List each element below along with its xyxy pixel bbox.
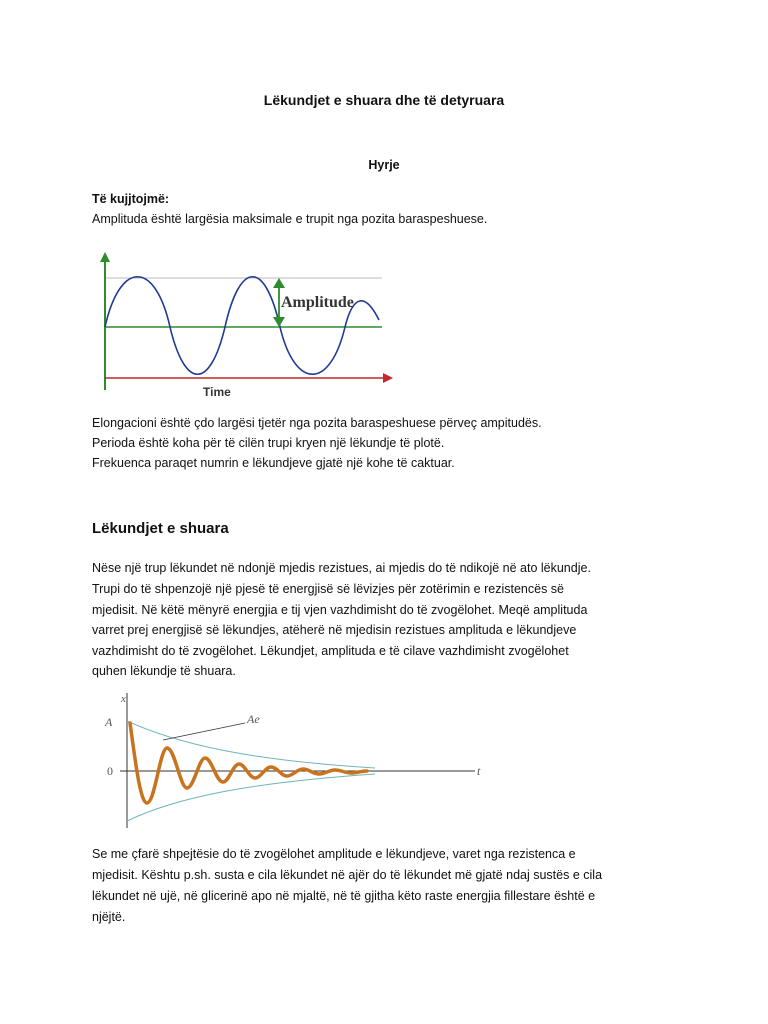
time-axis-arrowhead bbox=[383, 373, 393, 383]
envelope-label: Ae bbox=[247, 712, 260, 726]
intro-heading: Hyrje bbox=[368, 158, 400, 172]
amplitude-figure bbox=[95, 250, 395, 400]
section-line-3: mjedisit. Në këtë mënyrë energjia e tij vjen vazhdimisht do të zvogëlohet. Meqë amplituda bbox=[92, 603, 588, 617]
closing-line-2: mjedisit. Kështu p.sh. susta e cila lëkundet në ajër do të lëkundet më gjatë ndaj sustës e cila bbox=[92, 868, 603, 882]
amplitude-arrow-top bbox=[273, 278, 285, 288]
sine-wave bbox=[105, 277, 379, 375]
y-axis-arrowhead bbox=[100, 252, 110, 262]
amplitude-tick: A bbox=[105, 715, 113, 729]
lower-envelope bbox=[127, 774, 375, 821]
closing-line-3: lëkundet në ujë, në glicerinë apo në mjaltë, në të gjitha këto raste energjia fillestare është e bbox=[92, 889, 596, 903]
section-line-5: vazhdimisht do të zvogëlohet. Lëkundjet, amplituda e të cilave vazhdimisht zvogëlohet bbox=[92, 644, 569, 658]
closing-line-1: Se me çfarë shpejtësie do të zvogëlohet amplitude e lëkundjeve, varet nga rezistenca e bbox=[92, 847, 576, 861]
section-line-6: quhen lëkundje të shuara. bbox=[92, 664, 236, 678]
damped-curve bbox=[130, 723, 367, 803]
closing-line-4: njëjtë. bbox=[92, 910, 126, 924]
page-title: Lëkundjet e shuara dhe të detyruara bbox=[263, 92, 505, 108]
section-heading: Lëkundjet e shuara bbox=[92, 520, 229, 537]
time-label: Time bbox=[203, 385, 231, 399]
definition-frequency: Frekuenca paraqet numrin e lëkundjeve gjatë një kohe të caktuar. bbox=[92, 456, 455, 470]
amplitude-arrow-bottom bbox=[273, 317, 285, 327]
section-line-2: Trupi do të shpenzojë një pjesë të energjisë së lëvizjes për zotërimin e rezistencës së bbox=[92, 582, 565, 596]
upper-envelope bbox=[127, 721, 375, 768]
x-axis-label: t bbox=[477, 764, 481, 778]
damped-oscillation-figure bbox=[95, 688, 495, 838]
zero-tick: 0 bbox=[107, 764, 113, 778]
section-line-1: Nëse një trup lëkundet në ndonjë mjedis rezistues, ai mjedis do të ndikojë në ato lëkundje. bbox=[92, 561, 591, 575]
amplitude-definition: Amplituda është largësia maksimale e trupit nga pozita baraspeshuese. bbox=[92, 212, 488, 226]
definition-elongation: Elongacioni është çdo largësi tjetër nga pozita baraspeshuese përveç ampitudës. bbox=[92, 416, 542, 430]
definition-period: Perioda është koha për të cilën trupi kryen një lëkundje të plotë. bbox=[92, 436, 445, 450]
section-line-4: varret prej energjisë së lëkundjes, atëherë në mjedisin rezistues amplituda e lëkundjeve bbox=[92, 623, 577, 637]
amplitude-label: Amplitude bbox=[281, 294, 354, 311]
envelope-pointer bbox=[163, 723, 245, 740]
recall-label: Të kujjtojmë: bbox=[92, 192, 170, 206]
y-axis-label: x bbox=[121, 693, 126, 705]
